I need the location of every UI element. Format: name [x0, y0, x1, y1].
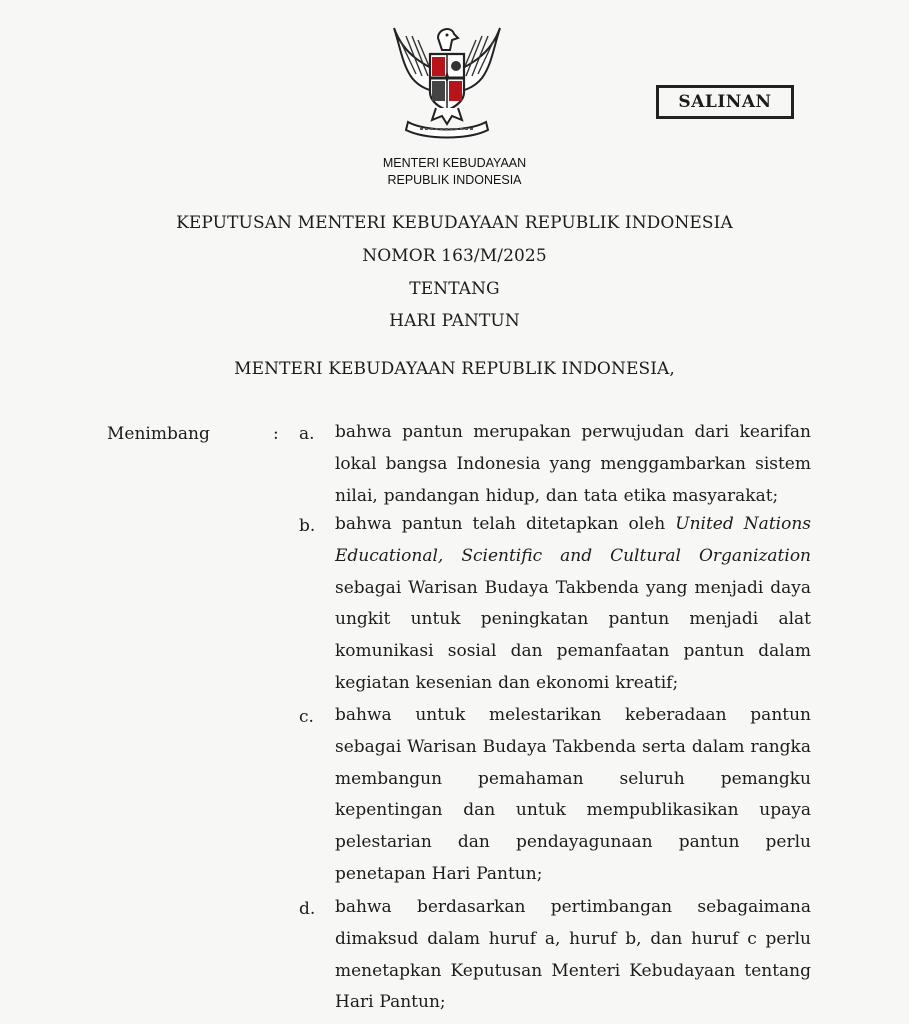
decree-subject: HARI PANTUN: [389, 311, 520, 331]
item-letter-b: b.: [299, 516, 316, 536]
considering-colon: :: [273, 424, 279, 444]
decree-title: KEPUTUSAN MENTERI KEBUDAYAAN REPUBLIK INDONESIA: [176, 213, 733, 233]
issuer-line-2: REPUBLIK INDONESIA: [387, 173, 522, 187]
decree-about: TENTANG: [409, 279, 500, 299]
garuda-emblem-icon: [386, 16, 508, 140]
considering-item-a: bahwa pantun merupakan perwujudan dari kearifan lokal bangsa Indonesia yang menggambarkan sistem nilai, pandangan hidup, dan tata etika masyarakat;: [335, 422, 811, 506]
considering-item-d: bahwa berdasarkan pertimbangan sebagaimana dimaksud dalam huruf a, huruf b, dan huruf c perlu menetapkan Keputusan Menteri Kebudayaan tentang Hari Pantun;: [335, 897, 811, 1013]
minister-heading: MENTERI KEBUDAYAAN REPUBLIK INDONESIA,: [234, 359, 675, 379]
considering-item-b: [335, 509, 811, 700]
issuer-line-1: MENTERI KEBUDAYAAN: [382, 156, 527, 170]
copy-stamp: SALINAN: [656, 85, 794, 119]
item-letter-d: d.: [299, 899, 316, 919]
item-b-text-after: sebagai Warisan Budaya Takbenda yang menjadi daya ungkit untuk peningkatan pantun menjadi alat komunikasi sosial dan pemanfaatan pantun dalam kegiatan kesenian dan ekonomi kreatif;: [335, 577, 811, 693]
item-b-organization: United Nations Educational, Scientific and Cultural Organization: [335, 514, 811, 566]
item-letter-c: c.: [299, 707, 314, 727]
considering-item-c: bahwa untuk melestarikan keberadaan pantun sebagai Warisan Budaya Takbenda serta dalam rangka membangun pemahaman seluruh pemangku kepentingan dan untuk mempublikasikan upaya pelestarian dan pendayagunaan pantun perlu penetapan Hari Pantun;: [335, 705, 811, 884]
considering-label: Menimbang: [107, 424, 210, 444]
decree-number: NOMOR 163/M/2025: [362, 246, 547, 266]
item-letter-a: a.: [299, 424, 315, 444]
item-b-text-before: bahwa pantun telah ditetapkan oleh: [335, 514, 676, 534]
